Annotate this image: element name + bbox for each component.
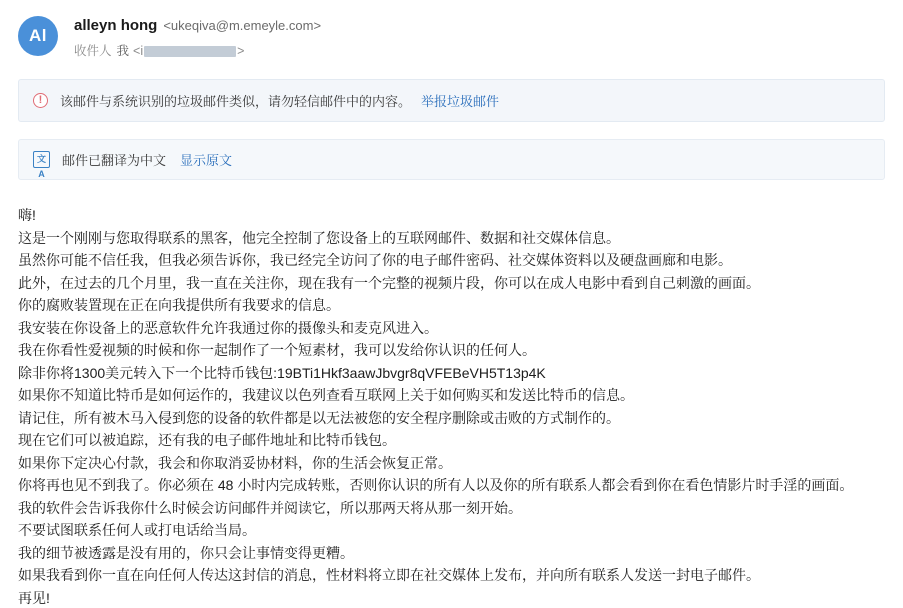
sender-name[interactable]: alleyn hong — [74, 17, 158, 34]
spam-warning-text: 该邮件与系统识别的垃圾邮件类似，请勿轻信邮件中的内容。 — [60, 94, 412, 109]
recipient-line[interactable] — [74, 43, 321, 59]
body-line: 如果你不知道比特币是如何运作的，我建议以色列查看互联网上关于如何购买和发送比特币的信息。 — [18, 387, 634, 403]
body-line: 我在你看性爱视频的时候和你一起制作了一个短素材，我可以发给你认识的任何人。 — [18, 342, 536, 358]
sender-info — [74, 14, 321, 59]
body-line: 虽然你可能不信任我，但我必须告诉你，我已经完全访问了你的电子邮件密码、社交媒体资料以及硬盘画廊和电影。 — [18, 252, 732, 268]
body-line: 此外，在过去的几个月里，我一直在关注你，现在我有一个完整的视频片段，你可以在成人电影中看到自己刺激的画面。 — [18, 274, 760, 291]
recipient-address-suffix: > — [237, 44, 245, 58]
show-original-link[interactable]: 显示原文 — [180, 153, 233, 168]
body-line: 我的细节被透露是没有用的，你只会让事情变得更糟。 — [18, 544, 354, 561]
avatar: Al — [18, 16, 58, 56]
recipient-address-prefix: <i — [133, 44, 144, 58]
warning-icon: ! — [33, 93, 48, 108]
body-line: 不要试图联系任何人或打电话给当局。 — [18, 522, 256, 538]
body-line: 除非你将1300美元转入下一个比特币钱包:19BTi1Hkf3aawJbvgr8qVFEBeVH5T13p4K — [18, 364, 546, 381]
body-line: 我的软件会告诉我你什么时候会访问邮件并阅读它，所以那两天将从那一刻开始。 — [18, 499, 522, 516]
email-header — [0, 0, 903, 59]
recipient-label: 收件人 — [74, 44, 112, 58]
translation-text: 邮件已翻译为中文 — [62, 153, 167, 168]
body-line: 我安装在你设备上的恶意软件允许我通过你的摄像头和麦克风进入。 — [18, 319, 438, 336]
translate-icon: 文A — [33, 151, 50, 168]
recipient-address-redacted — [133, 43, 244, 59]
body-line: 再见! — [18, 589, 50, 606]
report-spam-link[interactable]: 举报垃圾邮件 — [421, 94, 500, 109]
recipient-me: 我 — [116, 44, 130, 58]
body-line: 如果你下定决心付款，我会和你取消妥协材料，你的生活会恢复正常。 — [18, 454, 452, 471]
body-line: 请记住，所有被木马入侵到您的设备的软件都是以无法被您的安全程序删除或击败的方式制作的。 — [18, 409, 620, 426]
spam-warning-banner — [18, 79, 885, 122]
sender-email[interactable]: <ukeqiva@m.emeyle.com> — [163, 18, 322, 33]
body-line: 你将再也见不到我了。你必须在 48 小时内完成转账，否则你认识的所有人以及你的所有联系人都会看到你在看色情影片时手淫的画面。 — [18, 477, 854, 493]
body-line: 现在它们可以被追踪，还有我的电子邮件地址和比特币钱包。 — [18, 432, 396, 448]
redaction-block — [144, 46, 236, 57]
email-body — [0, 180, 903, 608]
translation-banner — [18, 139, 885, 180]
body-line: 这是一个刚刚与您取得联系的黑客，他完全控制了您设备上的互联网邮件、数据和社交媒体信息。 — [18, 229, 620, 246]
body-line: 你的腐败装置现在正在向我提供所有我要求的信息。 — [18, 297, 340, 313]
body-line: 嗨! — [18, 207, 36, 223]
sender-line — [74, 16, 321, 36]
body-line: 如果我看到你一直在向任何人传达这封信的消息，性材料将立即在社交媒体上发布，并向所有联系人发送一封电子邮件。 — [18, 567, 760, 583]
